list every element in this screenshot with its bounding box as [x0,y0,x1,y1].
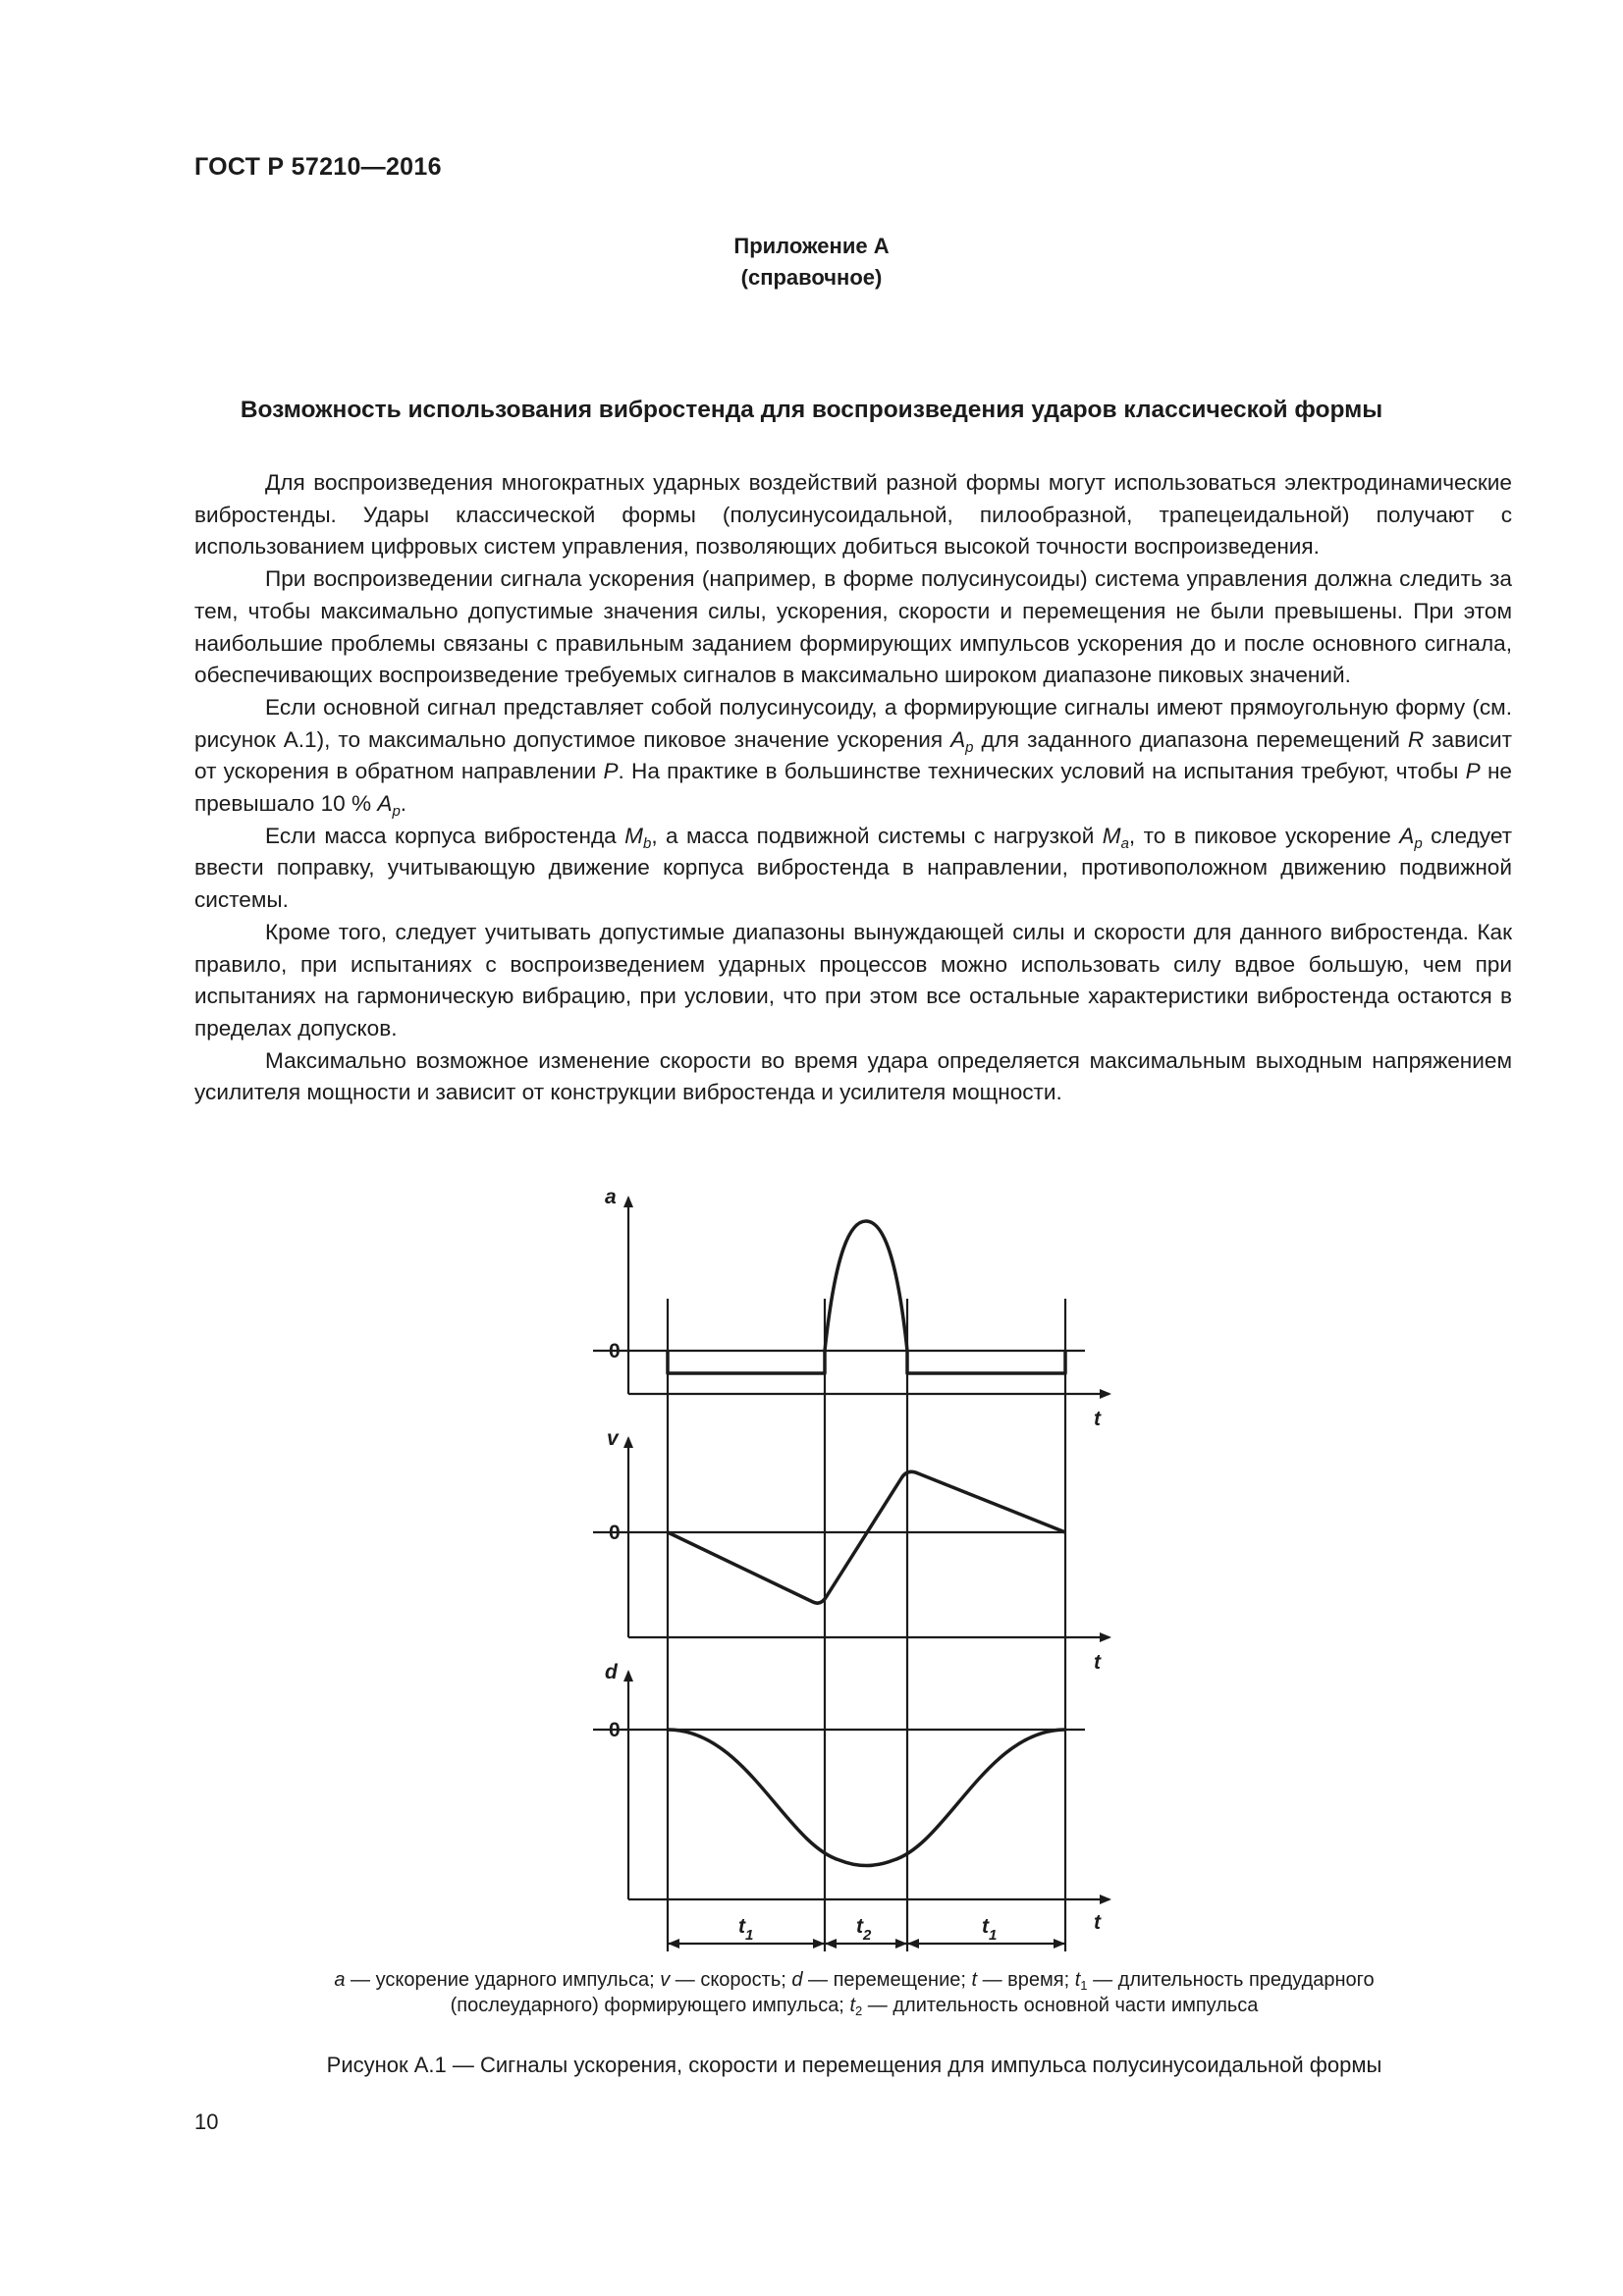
a-axis-label: a [605,1186,617,1208]
subscript-a: a [1120,834,1129,852]
p3-text-4: . На практике в большинстве технических условий на испытания требуют, чтобы [618,759,1466,784]
body-text [194,467,1512,1109]
dimension-arrow [813,1939,825,1949]
subscript-p: p [1414,834,1423,852]
annex-title: Приложение А [733,234,890,258]
velocity-curve [668,1471,1065,1603]
legend-text: — перемещение; [802,1969,972,1991]
dimension-arrow [895,1939,907,1949]
p3-text-2: для заданного диапазона перемещений [973,726,1408,752]
legend-symbol-t: t [971,1969,978,1991]
paragraph-3 [194,692,1512,821]
a-zero-label: 0 [609,1340,621,1362]
legend-symbol-d: d [791,1969,803,1991]
paragraph-6: Максимально возможное изменение скорости во время удара определяется максимальным выходным напряжением усилителя мощности и зависит от конструкции вибростенда и усилителя мощности. [194,1047,1512,1105]
dimension-arrow [907,1939,919,1949]
symbol-m: M [1102,823,1121,848]
symbol-r: R [1407,726,1425,752]
d-axis-label: d [605,1661,618,1683]
legend-text: — время; [977,1969,1075,1991]
dimension-arrow [668,1939,679,1949]
legend-text: (послеударного) формирующего импульса; [450,1995,850,2016]
page-number: 10 [194,2109,219,2134]
dimension-arrow [825,1939,837,1949]
p4-text-2: , а масса подвижной системы с нагрузкой [651,823,1103,848]
symbol-a: A [377,791,393,817]
subscript-p: p [392,803,401,821]
signal-figure [579,1166,1129,1951]
p4-text-4: следует ввести поправку, учитывающую движение корпуса вибростенда в направлении, противоположном движению подвижной системы. [194,823,1513,913]
displacement-curve [668,1730,1065,1866]
v-axis-label: v [607,1427,619,1450]
subscript-p: p [965,738,974,756]
section-title: Возможность использования вибростенда для воспроизведения ударов классической формы [240,397,1383,423]
legend-text: — длительность основной части импульса [862,1995,1259,2016]
legend-symbol-t2: t [849,1995,855,2016]
legend-line-2 [0,1993,1623,2018]
v-time-label: t [1094,1651,1101,1674]
symbol-a: A [1399,823,1415,848]
legend-subscript: 1 [1080,1978,1088,1993]
symbol-a: A [950,726,966,752]
d-zero-label: 0 [609,1719,621,1741]
symbol-p: P [1465,759,1481,784]
interval-t2: $t_2$ [856,1915,872,1944]
legend-symbol-a: a [334,1969,346,1991]
subscript-b: b [642,834,652,852]
p3-text-3: зависит от ускорения в обратном направлении [194,726,1512,784]
a-time-label: t [1094,1408,1101,1430]
legend-symbol-v: v [660,1969,671,1991]
document-header: ГОСТ Р 57210—2016 [194,153,442,181]
v-zero-label: 0 [609,1522,621,1544]
dimension-arrow [1054,1939,1065,1949]
paragraph-2: При воспроизведении сигнала ускорения (например, в форме полусинусоиды) система управления должна следить за тем, чтобы максимально допустимые значения силы, ускорения, скорости и перемещения не были превышены. При этом наибольшие проблемы связаны с правильным заданием формирующих импульсов ускорения до и после основного сигнала, обеспечивающих воспроизведение требуемых сигналов в максимально широком диапазоне пиковых значений. [194,566,1512,688]
symbol-m: M [624,823,643,848]
legend-subscript: 2 [855,2003,863,2018]
d-time-label: t [1094,1911,1101,1934]
paragraph-1: Для воспроизведения многократных ударных воздействий разной формы могут использоваться электродинамические вибростенды. Удары классической формы (полусинусоидальной, пилообразной, трапецеидальной) получают с использованием цифровых систем управления, позволяющих добиться высокой точности воспроизведения. [194,470,1512,560]
legend-symbol-t1: t [1074,1969,1081,1991]
paragraph-5: Кроме того, следует учитывать допустимые диапазоны вынуждающей силы и скорости для данного вибростенда. Как правило, при испытаниях с воспроизведением ударных процессов можно использовать силу вдвое большую, чем при испытаниях на гармоническую вибрацию, при условии, что при этом все остальные характеристики вибростенда остаются в пределах допусков. [194,919,1512,1041]
figure-caption: Рисунок А.1 — Сигналы ускорения, скорости и перемещения для импульса полусинусоидальной формы [326,2053,1382,2077]
legend-line-1 [0,1967,1623,1993]
legend-text: — скорость; [670,1969,792,1991]
legend-text: — ускорение ударного импульса; [345,1969,661,1991]
paragraph-4 [194,821,1512,917]
p4-text-1: Если масса корпуса вибростенда [265,823,625,848]
legend-text: — длительность предударного [1087,1969,1375,1991]
p3-text-6: . [400,791,407,817]
p3-text-1: Если основной сигнал представляет собой полусинусоиду, а формирующие сигналы имеют прямоугольную форму (см. рисунок А.1), то максимально допустимое пиковое значение ускорения [194,694,1512,752]
interval-t1-left: $t_1$ [738,1915,754,1944]
p4-text-3: , то в пиковое ускорение [1128,823,1400,848]
p3-text-5: не превышало 10 % [194,759,1512,817]
interval-t1-right: $t_1$ [982,1915,998,1944]
figure-legend [0,1967,1623,2018]
symbol-p: P [603,759,619,784]
annex-type: (справочное) [740,265,883,290]
